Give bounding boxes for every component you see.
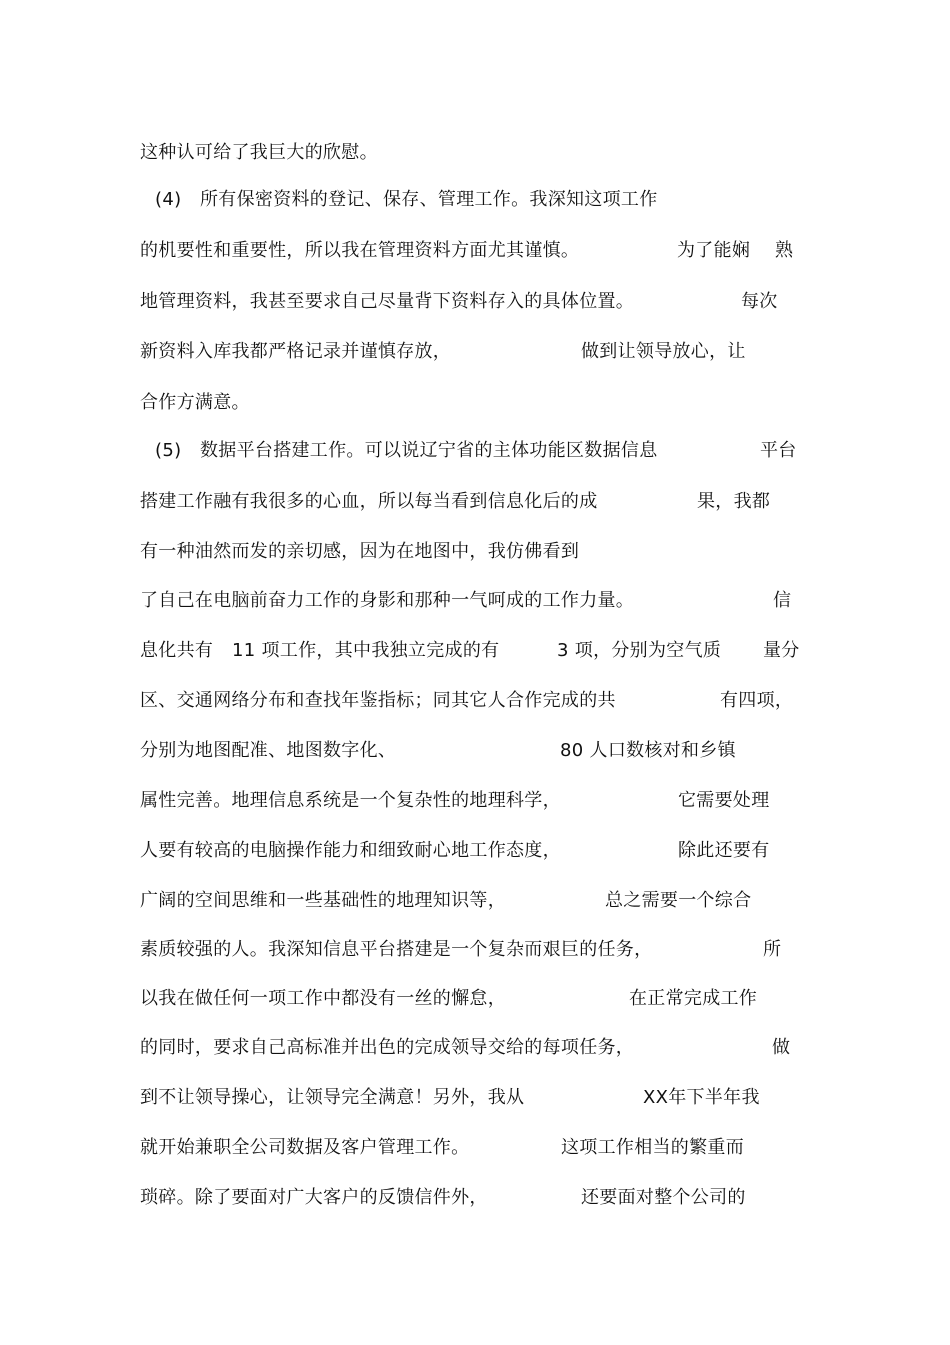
text-segment: 量分 <box>763 640 800 661</box>
text-segment: 所 <box>763 939 782 960</box>
text-segment: 以我在做任何一项工作中都没有一丝的懈怠， <box>140 988 506 1009</box>
text-segment: 这项工作相当的繁重而 <box>561 1137 744 1158</box>
text-line <box>0 937 950 963</box>
text-line <box>0 539 950 565</box>
text-line <box>0 788 950 814</box>
text-segment: 到不让领导操心，让领导完全满意！另外，我从 <box>140 1087 525 1108</box>
text-segment: 它需要处理 <box>678 790 770 811</box>
text-line <box>0 140 950 166</box>
text-segment: 做 <box>772 1037 791 1058</box>
text-segment: 分别为地图配准、地图数字化、 <box>140 740 397 761</box>
text-line <box>0 1085 950 1111</box>
text-line <box>0 187 950 213</box>
text-line <box>0 838 950 864</box>
text-line <box>0 986 950 1012</box>
text-line <box>0 289 950 315</box>
text-segment: 人要有较高的电脑操作能力和细致耐心地工作态度， <box>140 840 561 861</box>
text-segment: 3 项，分别为空气质 <box>557 640 722 661</box>
text-line <box>0 638 950 664</box>
text-segment: 所有保密资料的登记、保存、管理工作。我深知这项工作 <box>200 189 658 210</box>
text-line <box>0 1035 950 1061</box>
text-segment: 除此还要有 <box>678 840 770 861</box>
text-segment: 搭建工作融有我很多的心血，所以每当看到信息化后的成 <box>140 491 598 512</box>
text-segment: 的机要性和重要性，所以我在管理资料方面尤其谨慎。 <box>140 240 580 261</box>
text-segment: XX年下半年我 <box>643 1087 760 1108</box>
text-segment: 11 项工作，其中我独立完成的有 <box>232 640 500 661</box>
text-line <box>0 888 950 914</box>
text-line <box>0 489 950 515</box>
list-marker: (5) <box>155 440 182 461</box>
text-segment: 新资料入库我都严格记录并谨慎存放， <box>140 341 452 362</box>
text-segment: 素质较强的人。我深知信息平台搭建是一个复杂而艰巨的任务， <box>140 939 653 960</box>
text-segment: 区、交通网络分布和查找年鉴指标；同其它人合作完成的共 <box>140 690 616 711</box>
text-segment: 息化共有 <box>140 640 214 661</box>
text-segment: 还要面对整个公司的 <box>581 1187 746 1208</box>
text-segment: 在正常完成工作 <box>629 988 758 1009</box>
text-line <box>0 1185 950 1211</box>
text-line <box>0 390 950 416</box>
text-line <box>0 339 950 365</box>
text-segment: 做到让领导放心，让 <box>581 341 746 362</box>
text-line <box>0 1135 950 1161</box>
text-segment: 数据平台搭建工作。可以说辽宁省的主体功能区数据信息 <box>200 440 658 461</box>
text-segment: 为了能娴 <box>677 240 751 261</box>
text-segment: 有四项， <box>720 690 794 711</box>
text-segment: 这种认可给了我巨大的欣慰。 <box>140 142 378 163</box>
text-segment: 果，我都 <box>697 491 771 512</box>
text-segment: 熟 <box>775 240 794 261</box>
text-line <box>0 438 950 464</box>
text-segment: 信 <box>773 590 792 611</box>
text-line <box>0 738 950 764</box>
text-line <box>0 688 950 714</box>
text-segment: 平台 <box>760 440 797 461</box>
text-segment: 琐碎。除了要面对广大客户的反馈信件外， <box>140 1187 488 1208</box>
text-segment: 有一种油然而发的亲切感，因为在地图中，我仿佛看到 <box>140 541 580 562</box>
text-segment: 的同时，要求自己高标准并出色的完成领导交给的每项任务， <box>140 1037 635 1058</box>
text-segment: 广阔的空间思维和一些基础性的地理知识等， <box>140 890 506 911</box>
text-segment: 就开始兼职全公司数据及客户管理工作。 <box>140 1137 470 1158</box>
text-line <box>0 588 950 614</box>
list-marker: (4) <box>155 189 182 210</box>
text-segment: 80 人口数核对和乡镇 <box>560 740 736 761</box>
text-segment: 总之需要一个综合 <box>605 890 752 911</box>
text-segment: 地管理资料，我甚至要求自己尽量背下资料存入的具体位置。 <box>140 291 635 312</box>
text-segment: 合作方满意。 <box>140 392 250 413</box>
text-segment: 每次 <box>741 291 778 312</box>
text-segment: 属性完善。地理信息系统是一个复杂性的地理科学， <box>140 790 561 811</box>
text-segment: 了自己在电脑前奋力工作的身影和那种一气呵成的工作力量。 <box>140 590 635 611</box>
text-line <box>0 238 950 264</box>
